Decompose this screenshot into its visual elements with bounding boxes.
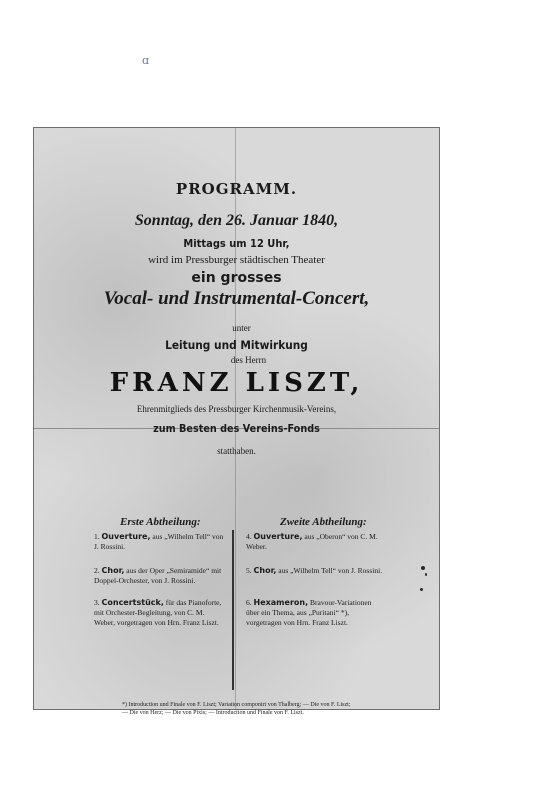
item-number: 4.	[246, 532, 252, 541]
item-number: 1.	[94, 532, 100, 541]
venue-line: wird im Pressburger städtischen Theater	[148, 254, 325, 266]
item-head: Hexameron,	[253, 598, 309, 607]
item-number: 3.	[94, 598, 100, 607]
item-head: Chor,	[253, 566, 277, 575]
program-item	[94, 598, 226, 628]
item-number: 6.	[246, 598, 252, 607]
concert-date: Sonntag, den 26. Januar 1840,	[134, 212, 339, 229]
program-title: PROGRAMM.	[175, 180, 298, 198]
item-number: 5.	[246, 566, 252, 575]
ink-spot	[420, 588, 423, 591]
item-head: Ouverture,	[253, 532, 303, 541]
program-item	[246, 532, 386, 552]
corner-ink-mark: ɑ	[142, 54, 150, 67]
item-head: Ouverture,	[101, 532, 151, 541]
concert-program-sheet	[33, 127, 440, 716]
leitung-line: Leitung und Mitwirkung	[165, 338, 308, 352]
footnote: *) Introduction und Finale von F. Liszt; Variation componirt von Thalberg; — Die von F. Liszt; — Die von Herz; — Die von Pixis; — Introduction und Finale von F. Liszt.	[122, 702, 351, 716]
second-part-title: Zweite Abtheilung:	[280, 516, 367, 528]
item-text: aus „Oberon“ von C. M. Weber.	[246, 532, 378, 551]
item-text: aus „Wilhelm Tell“ von J. Rossini.	[94, 532, 224, 551]
item-number: 2.	[94, 566, 100, 575]
item-head: Concertstück,	[101, 598, 164, 607]
item-text: Bravour-Variationen über ein Thema, aus „Puritani“ *), vorgetragen von Hrn. Franz Liszt.	[246, 598, 372, 627]
statthaben-line: statthaben.	[217, 446, 256, 456]
program-item	[94, 566, 226, 586]
program-item	[94, 532, 226, 552]
item-text: aus „Wilhelm Tell“ von J. Rossini.	[278, 566, 383, 575]
program-item	[246, 598, 386, 628]
honorary-member-line: Ehrenmitglieds des Pressburger Kirchenmusik-Vereins,	[136, 404, 337, 414]
program-item	[246, 566, 386, 576]
concert-heading: Vocal- und Instrumental-Concert,	[103, 288, 370, 309]
ein-grosses: ein grosses	[191, 270, 282, 286]
column-divider	[232, 530, 234, 690]
performer-name: FRANZ LISZT,	[109, 368, 364, 398]
des-herrn-line: des Herrn	[230, 355, 267, 365]
concert-time: Mittags um 12 Uhr,	[183, 237, 290, 250]
ink-spot	[425, 573, 427, 576]
item-text: für das Pianoforte, mit Orchester-Begleitung, von C. M. Weber, vorgetragen von Hrn. Franz Liszt.	[94, 598, 222, 627]
beneficiary-line: zum Besten des Vereins-Fonds	[153, 423, 320, 435]
ink-spot	[421, 566, 425, 570]
unter-line: unter	[232, 323, 251, 333]
first-part-title: Erste Abtheilung:	[120, 516, 201, 528]
item-text: aus der Oper „Semiramide“ mit Doppel-Orchester, von J. Rossini.	[94, 566, 222, 585]
item-head: Chor,	[101, 566, 125, 575]
